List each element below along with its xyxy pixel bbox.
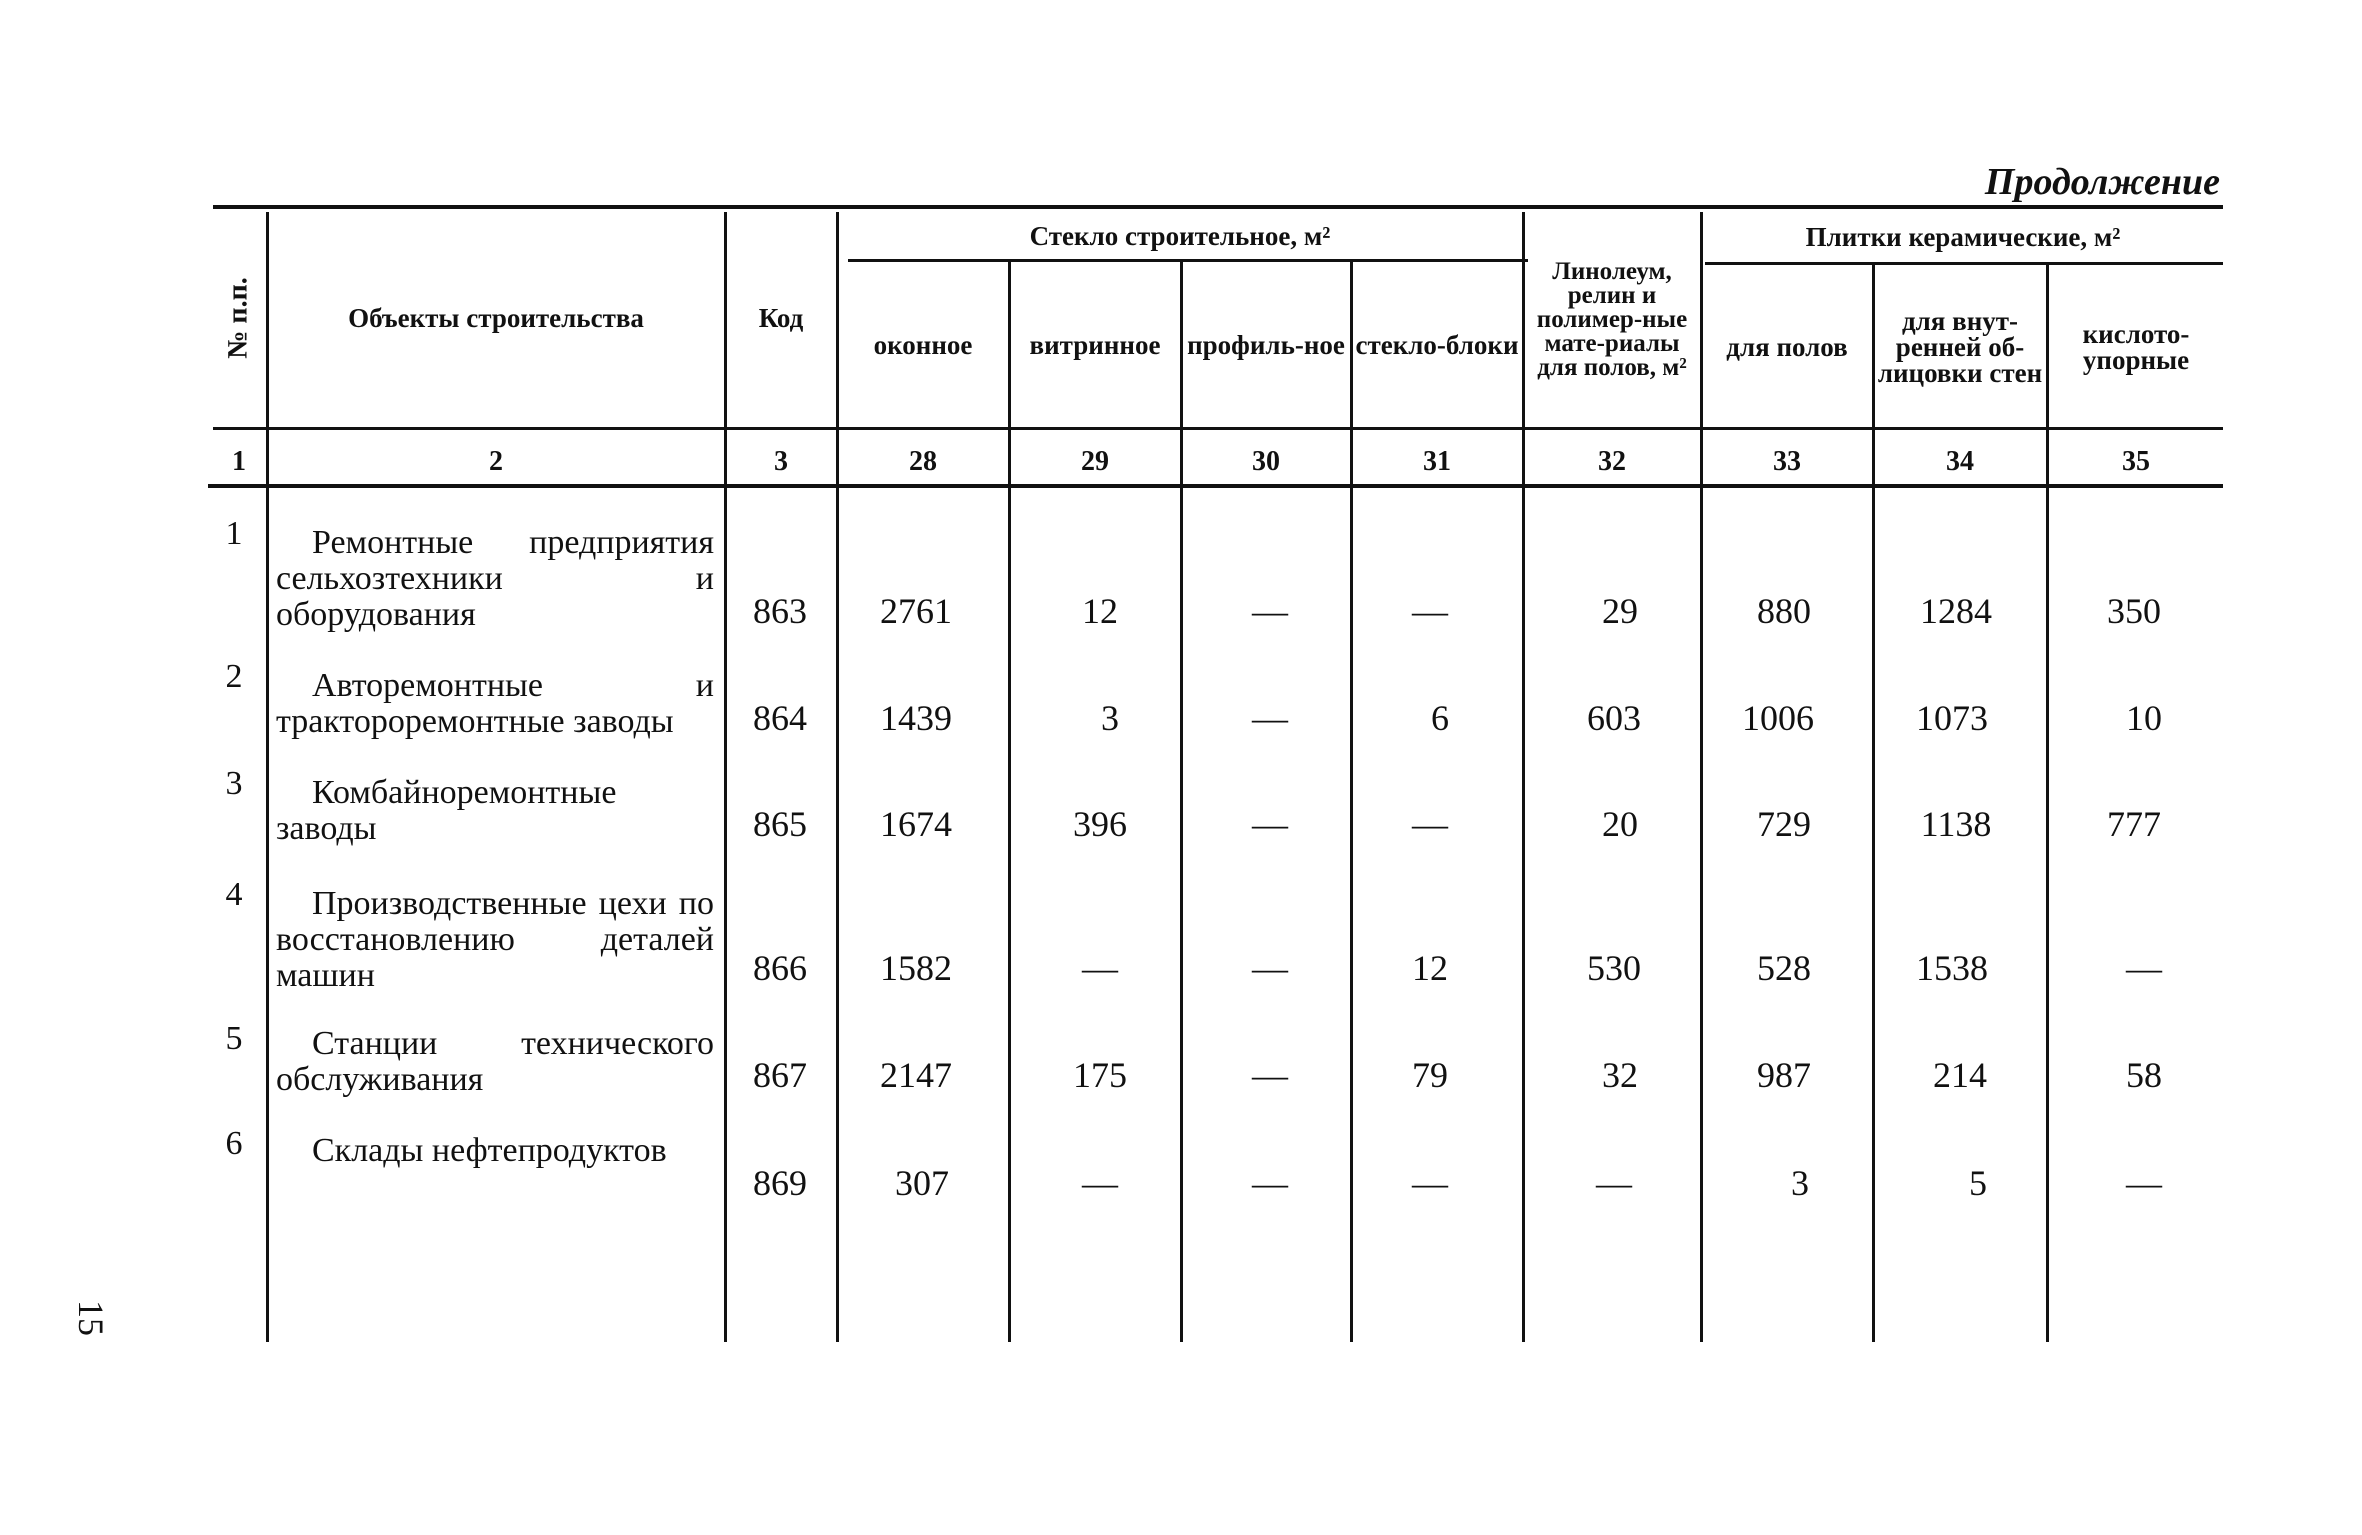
cell-c31: —	[1412, 1163, 1448, 1203]
cell-c35: 58	[2126, 1055, 2162, 1095]
header-glass-group: Стекло строительное, м²	[1029, 221, 1331, 251]
cell-c28: 307	[895, 1163, 949, 1203]
row-code: 865	[753, 804, 807, 844]
col-divider-8	[1700, 212, 1703, 1342]
column-number: 2	[489, 446, 503, 477]
cell-c33: 880	[1757, 591, 1811, 631]
col-divider-7	[1522, 212, 1525, 1342]
cell-c32: 20	[1602, 804, 1638, 844]
cell-c29: 396	[1073, 804, 1127, 844]
header-bottom-rule	[213, 427, 2223, 430]
row-index: 3	[225, 765, 243, 802]
column-number: 1	[232, 446, 246, 477]
cell-c32: 29	[1602, 591, 1638, 631]
cell-c33: 3	[1791, 1163, 1809, 1203]
header-linoleum: Линолеум, релин и полимер-ные мате-риалы для полов, м²	[1536, 258, 1688, 381]
header-index: № п.п.	[223, 277, 254, 359]
header-glass-window: оконное	[873, 330, 973, 360]
row-code: 863	[753, 591, 807, 631]
row-object: Комбайноремонтные заводы	[276, 774, 617, 847]
cell-c29: 175	[1073, 1055, 1127, 1095]
cell-c31: 79	[1412, 1055, 1448, 1095]
cell-c32: 32	[1602, 1055, 1638, 1095]
cell-c29: 12	[1082, 591, 1118, 631]
cell-c34: 1138	[1920, 804, 1992, 844]
row-object: Станции технического обслуживания	[276, 1025, 714, 1098]
cell-c33: 729	[1757, 804, 1811, 844]
row-index: 5	[225, 1020, 243, 1057]
tiles-group-rule	[1705, 262, 2223, 265]
numbers-bottom-rule	[208, 484, 2223, 488]
cell-c29: 3	[1101, 698, 1119, 738]
header-tiles-acid: кислото-упорные	[2082, 319, 2190, 375]
cell-c28: 2147	[880, 1055, 952, 1095]
cell-c28: 1582	[880, 948, 952, 988]
cell-c31: 6	[1431, 698, 1449, 738]
cell-c30: —	[1252, 698, 1288, 738]
cell-c34: 5	[1969, 1163, 1987, 1203]
cell-c30: —	[1252, 1163, 1288, 1203]
row-object: Производственные цехи по восстановлению деталей машин	[276, 885, 714, 994]
column-number: 35	[2122, 446, 2150, 477]
cell-c35: —	[2126, 948, 2162, 988]
cell-c30: —	[1252, 948, 1288, 988]
header-code: Код	[758, 303, 804, 333]
cell-c32: 530	[1587, 948, 1641, 988]
continuation-label: Продолжение	[1984, 161, 2220, 203]
column-number: 32	[1598, 446, 1626, 477]
row-object: Авторемонтные и трактороремонтные заводы	[276, 667, 714, 740]
cell-c31: —	[1412, 804, 1448, 844]
cell-c34: 1538	[1916, 948, 1988, 988]
row-code: 867	[753, 1055, 807, 1095]
column-number: 31	[1423, 446, 1451, 477]
column-number: 28	[909, 446, 937, 477]
row-code: 866	[753, 948, 807, 988]
row-object: Склады нефтепродуктов	[312, 1132, 667, 1169]
row-object: Ремонтные предприятия сельхозтехники и оборудования	[276, 524, 714, 633]
cell-c31: —	[1412, 591, 1448, 631]
column-number: 30	[1252, 446, 1280, 477]
cell-c35: 10	[2126, 698, 2162, 738]
cell-c35: 350	[2107, 591, 2161, 631]
row-index: 2	[225, 658, 243, 695]
cell-c34: 1284	[1920, 591, 1992, 631]
header-objects: Объекты строительства	[348, 303, 644, 333]
cell-c29: —	[1082, 1163, 1118, 1203]
cell-c32: —	[1596, 1163, 1632, 1203]
col-divider-9	[1872, 262, 1875, 1342]
header-tiles-group: Плитки керамические, м²	[1805, 222, 2121, 252]
row-index: 1	[225, 515, 243, 552]
cell-c31: 12	[1412, 948, 1448, 988]
cell-c30: —	[1252, 591, 1288, 631]
cell-c32: 603	[1587, 698, 1641, 738]
cell-c30: —	[1252, 1055, 1288, 1095]
cell-c34: 214	[1933, 1055, 1987, 1095]
header-glass-showcase: витринное	[1029, 330, 1161, 360]
column-number: 34	[1946, 446, 1974, 477]
cell-c33: 1006	[1742, 698, 1814, 738]
header-glass-blocks: стекло-блоки	[1355, 330, 1519, 360]
row-index: 6	[225, 1125, 243, 1162]
cell-c29: —	[1082, 948, 1118, 988]
column-number: 29	[1081, 446, 1109, 477]
cell-c28: 2761	[880, 591, 952, 631]
header-tiles-floor: для полов	[1726, 332, 1848, 362]
cell-c28: 1674	[880, 804, 952, 844]
cell-c35: —	[2126, 1163, 2162, 1203]
col-divider-1	[266, 212, 269, 1342]
cell-c35: 777	[2107, 804, 2161, 844]
column-number: 33	[1773, 446, 1801, 477]
col-divider-4	[1008, 262, 1011, 1342]
column-number: 3	[774, 446, 788, 477]
row-code: 869	[753, 1163, 807, 1203]
row-code: 864	[753, 698, 807, 738]
col-divider-6	[1350, 262, 1353, 1342]
glass-group-rule	[848, 259, 1528, 262]
cell-c30: —	[1252, 804, 1288, 844]
cell-c34: 1073	[1916, 698, 1988, 738]
header-tiles-wall: для внут-ренней об-лицовки стен	[1877, 306, 2043, 388]
cell-c28: 1439	[880, 698, 952, 738]
col-divider-5	[1180, 262, 1183, 1342]
table-top-rule	[213, 205, 2223, 209]
cell-c33: 987	[1757, 1055, 1811, 1095]
col-divider-10	[2046, 262, 2049, 1342]
row-index: 4	[225, 876, 243, 913]
page-number: 15	[71, 1300, 111, 1336]
cell-c33: 528	[1757, 948, 1811, 988]
header-glass-profile: профиль-ное	[1187, 330, 1345, 360]
